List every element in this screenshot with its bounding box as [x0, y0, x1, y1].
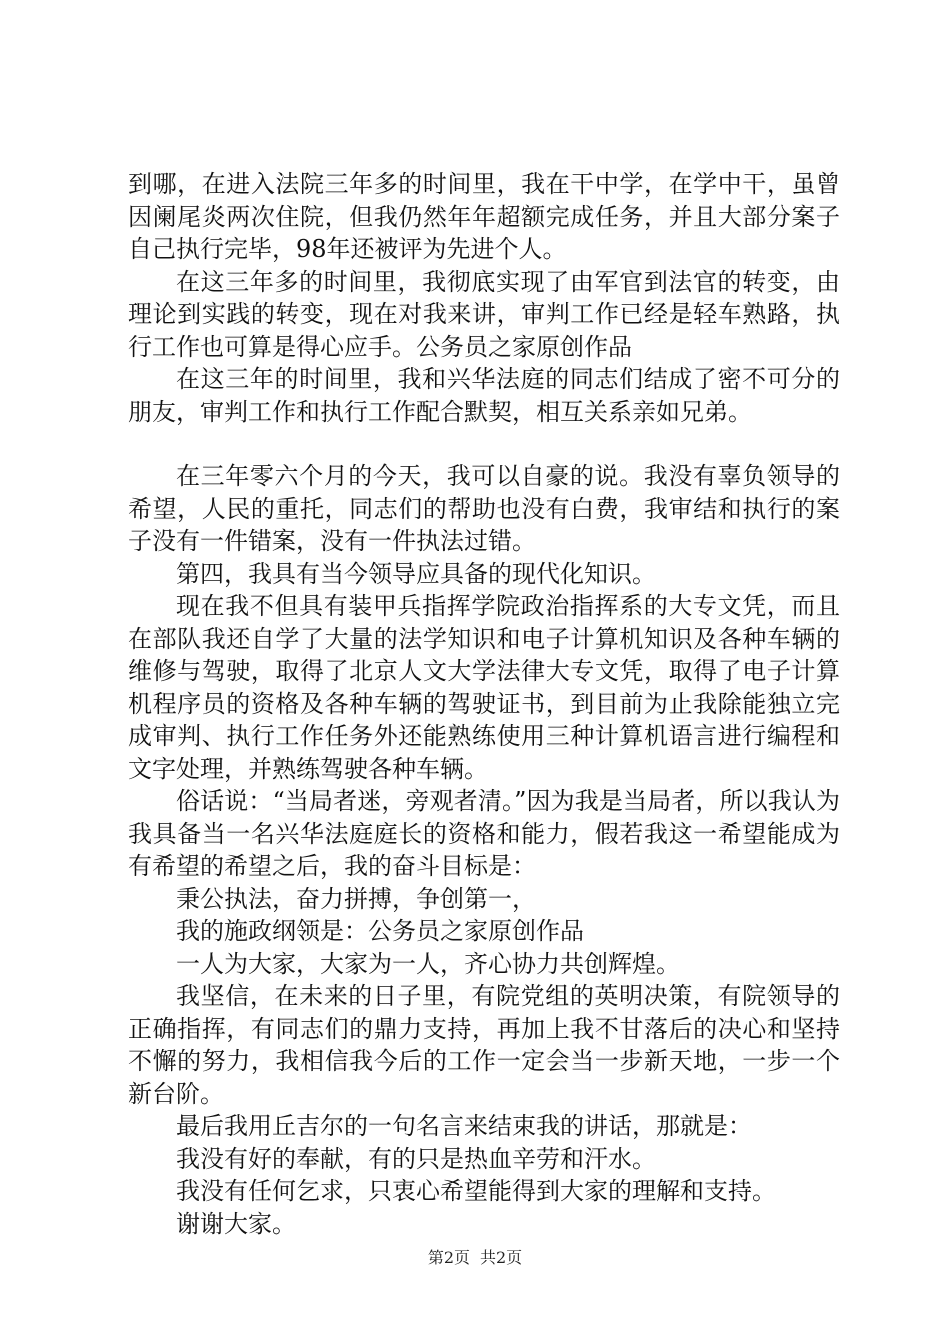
page-number: 第2页	[427, 1248, 470, 1267]
page-footer	[0, 1247, 950, 1269]
paragraph: 现在我不但具有装甲兵指挥学院政治指挥系的大专文凭，而且在部队我还自学了大量的法学知识和电子计算机知识及各种车辆的维修与驾驶，取得了北京人文大学法律大专文凭，取得了电子计算机程序员的资格及各种车辆的驾驶证书，到目前为止我除能独立完成审判、执行工作任务外还能熟练使用三种计算机语言进行编程和文字处理，并熟练驾驶各种车辆。	[128, 592, 840, 783]
paragraph: 我坚信，在未来的日子里，有院党组的英明决策，有院领导的正确指挥，有同志们的鼎力支持，再加上我不甘落后的决心和坚持不懈的努力，我相信我今后的工作一定会当一步新天地，一步一个新台阶。	[128, 982, 840, 1108]
page-total: 共2页	[480, 1248, 523, 1267]
paragraph: 我的施政纲领是：公务员之家原创作品	[176, 917, 584, 945]
paragraph: 最后我用丘吉尔的一句名言来结束我的讲话，那就是：	[176, 1112, 752, 1140]
paragraph: 我没有任何乞求，只衷心希望能得到大家的理解和支持。	[176, 1177, 776, 1205]
paragraph: 第四，我具有当今领导应具备的现代化知识。	[176, 559, 656, 588]
paragraph: 一人为大家，大家为一人，齐心协力共创辉煌。	[176, 949, 680, 978]
paragraph: 在这三年的时间里，我和兴华法庭的同志们结成了密不可分的朋友，审判工作和执行工作配合默契，相互关系亲如兄弟。	[128, 365, 840, 426]
paragraph: 我没有好的奉献，有的只是热血辛劳和汗水。	[176, 1144, 656, 1173]
paragraph: 秉公执法，奋力拼搏，争创第一，	[176, 884, 536, 913]
paragraph: 俗话说：“当局者迷，旁观者清。”因为我是当局者，所以我认为我具备当一名兴华法庭庭长的资格和能力，假若我这一希望能成为有希望的希望之后，我的奋斗目标是：	[128, 787, 840, 880]
paragraph-gap	[128, 428, 840, 460]
paragraph-continuation: 到哪，在进入法院三年多的时间里，我在干中学，在学中干，虽曾因阑尾炎两次住院，但我仍然年年超额完成任务，并且大部分案子自己执行完毕，98年还被评为先进个人。	[128, 170, 840, 263]
paragraph: 在这三年多的时间里，我彻底实现了由军官到法官的转变，由理论到实践的转变，现在对我来讲，审判工作已经是轻车熟路，执行工作也可算是得心应手。公务员之家原创作品	[128, 267, 840, 361]
paragraph: 在三年零六个月的今天，我可以自豪的说。我没有辜负领导的希望，人民的重托，同志们的帮助也没有白费，我审结和执行的案子没有一件错案，没有一件执法过错。	[128, 462, 840, 555]
document-body	[128, 168, 840, 1240]
paragraph: 谢谢大家。	[176, 1209, 296, 1238]
